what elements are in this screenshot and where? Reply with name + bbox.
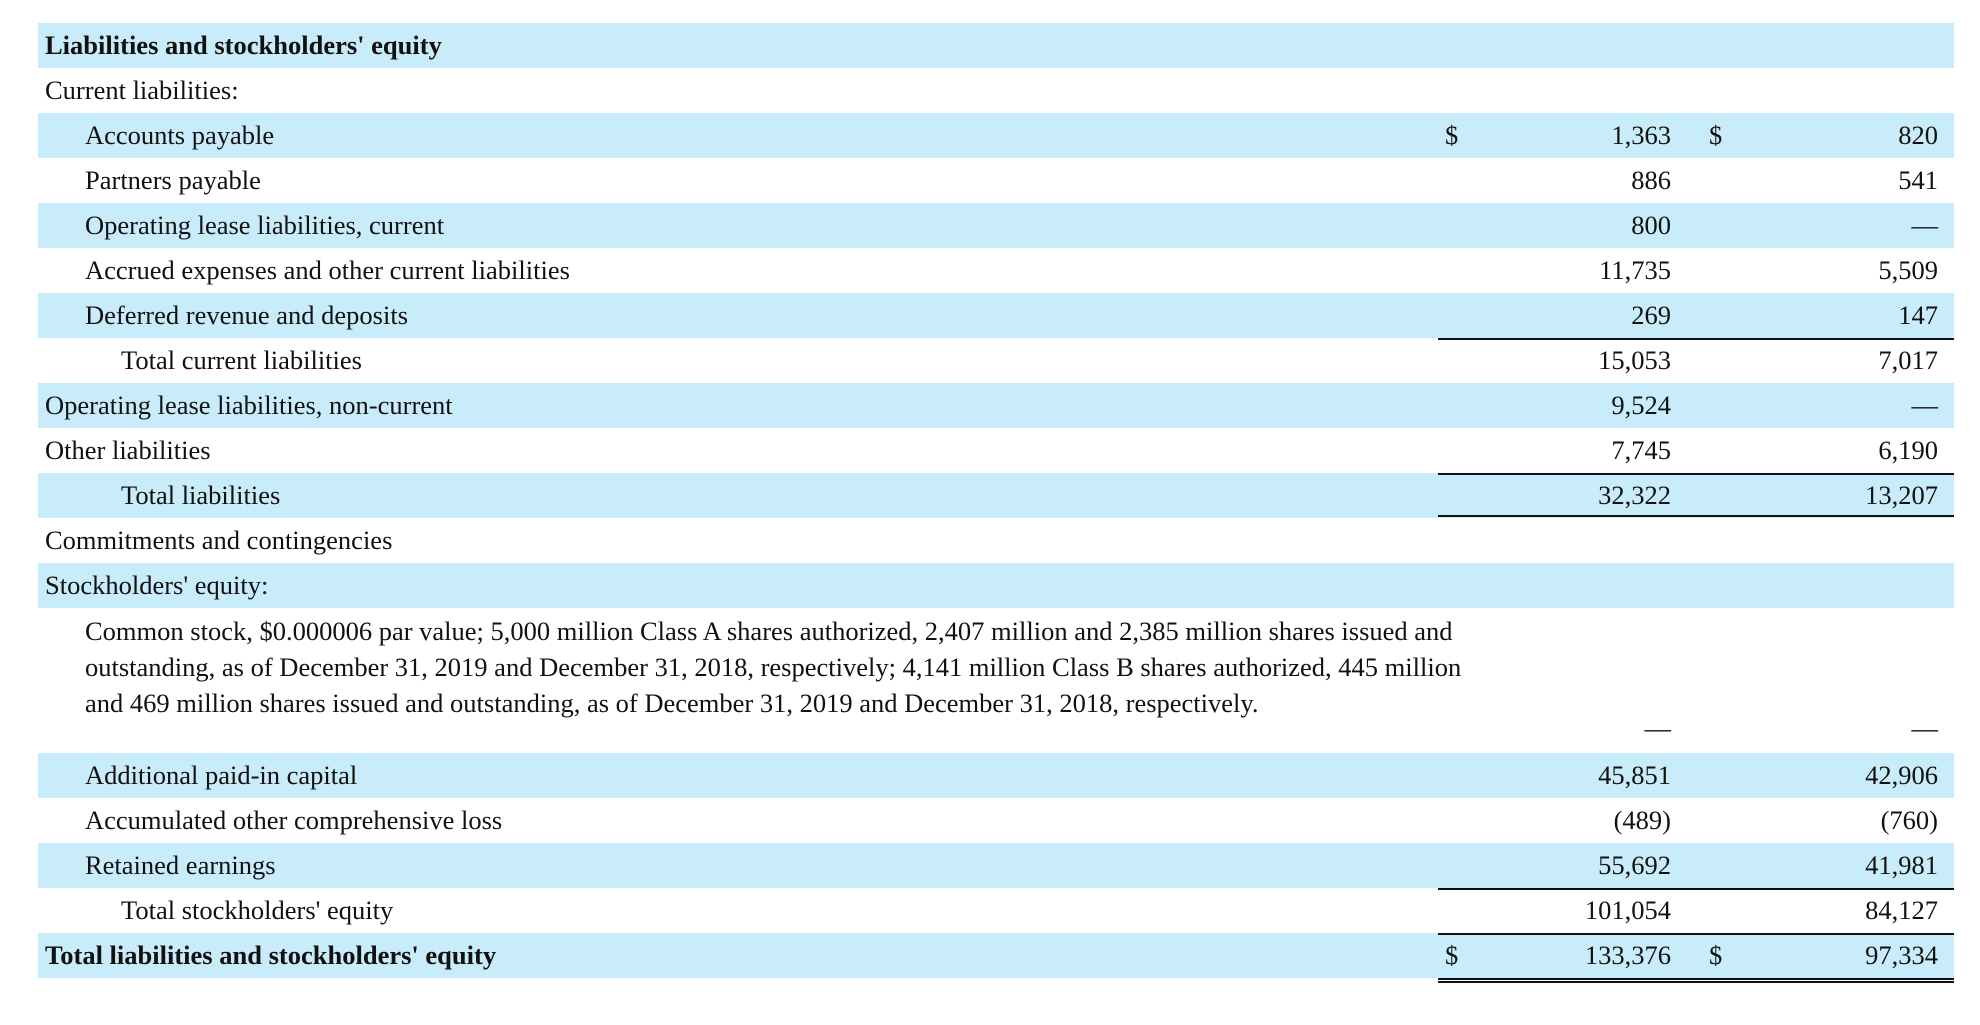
value-2018: 41,981 [1865, 850, 1938, 880]
value-2018: 5,509 [1878, 255, 1938, 285]
table-row-common-stock [38, 608, 1954, 753]
subtotal-rule [1438, 338, 1703, 340]
current-liabilities-header: Current liabilities: [45, 75, 239, 105]
value-2018: 147 [1898, 300, 1938, 330]
currency-symbol: $ [1709, 940, 1723, 970]
value-2018: 7,017 [1878, 345, 1938, 375]
subtotal-rule [1703, 473, 1954, 475]
value-2018: 6,190 [1878, 435, 1938, 465]
table-row-aoci [38, 798, 1954, 843]
double-rule [1438, 978, 1703, 983]
balance-sheet-liabilities-table [38, 23, 1954, 988]
table-row-commitments [38, 518, 1954, 563]
value-2018: 84,127 [1865, 895, 1938, 925]
section-header: Liabilities and stockholders' equity [45, 30, 442, 60]
table-row-total-liabilities-and-equity [38, 933, 1954, 978]
value-2018: 13,207 [1865, 480, 1938, 510]
subtotal-rule [1438, 933, 1703, 935]
table-row-apic [38, 753, 1954, 798]
table-row-other-liabilities [38, 428, 1954, 473]
row-label: Total liabilities [121, 480, 281, 510]
value-2018: 541 [1898, 165, 1938, 195]
table-row-operating-lease-noncurrent [38, 383, 1954, 428]
table-row-partners-payable [38, 158, 1954, 203]
stockholders-equity-header: Stockholders' equity: [45, 570, 269, 600]
value-2019: 9,524 [1611, 390, 1671, 420]
value-2018: 42,906 [1865, 760, 1938, 790]
value-2019: 269 [1631, 300, 1671, 330]
subtotal-rule [1703, 338, 1954, 340]
stockholders-equity-header-row [38, 563, 1954, 608]
row-label: Partners payable [85, 165, 261, 195]
value-2019: 1,363 [1611, 120, 1671, 150]
value-2018: — [1911, 713, 1938, 743]
value-2019: 11,735 [1599, 255, 1671, 285]
table-row-deferred-revenue [38, 293, 1954, 338]
value-2019: — [1644, 713, 1671, 743]
table-row-retained-earnings [38, 843, 1954, 888]
currency-symbol: $ [1709, 120, 1723, 150]
value-2019: 800 [1631, 210, 1671, 240]
table-row-accrued-expenses [38, 248, 1954, 293]
value-2018: 97,334 [1865, 940, 1938, 970]
grand-total-double-rule-row [38, 978, 1954, 988]
row-label: Other liabilities [45, 435, 211, 465]
currency-symbol: $ [1445, 120, 1459, 150]
row-label: Accumulated other comprehensive loss [85, 805, 503, 835]
row-label: Accounts payable [85, 120, 275, 150]
table-row-total-equity [38, 888, 1954, 933]
row-label: Total current liabilities [121, 345, 362, 375]
subtotal-rule [1703, 933, 1954, 935]
value-2019: 45,851 [1598, 760, 1671, 790]
value-2018: (760) [1880, 805, 1938, 835]
row-label: Common stock, $0.000006 par value; 5,000 million Class A shares authorized, 2,407 million and 2,385 million shares issued and outstanding, as of December 31, 2019 and December 31, 2018, respectively; 4,141 million Class B shares authorized, 445 million and 469 million shares issued and outstanding, as of December 31, 2019 and December 31, 2018, respectively. [85, 616, 1462, 718]
currency-symbol: $ [1445, 940, 1459, 970]
value-2018: — [1911, 210, 1938, 240]
current-liabilities-header-row [38, 68, 1954, 113]
subtotal-rule [1703, 888, 1954, 890]
total-rule [1703, 515, 1954, 517]
row-label: Total liabilities and stockholders' equity [45, 940, 497, 970]
value-2019: 55,692 [1598, 850, 1671, 880]
table-row-accounts-payable [38, 113, 1954, 158]
subtotal-rule [1438, 473, 1703, 475]
row-label: Total stockholders' equity [121, 895, 394, 925]
value-2019: 133,376 [1584, 940, 1671, 970]
row-label: Retained earnings [85, 850, 276, 880]
value-2019: 886 [1631, 165, 1671, 195]
row-label: Deferred revenue and deposits [85, 300, 409, 330]
table-row-total-liabilities [38, 473, 1954, 518]
value-2019: 32,322 [1598, 480, 1671, 510]
total-rule [1438, 515, 1703, 517]
table-row-operating-lease-current [38, 203, 1954, 248]
row-label: Commitments and contingencies [45, 525, 393, 555]
section-header-row [38, 23, 1954, 68]
table-row-total-current-liabilities [38, 338, 1954, 383]
value-2019: 101,054 [1584, 895, 1671, 925]
value-2019: 7,745 [1611, 435, 1671, 465]
value-2019: 15,053 [1598, 345, 1671, 375]
value-2018: — [1911, 390, 1938, 420]
double-rule [1703, 978, 1954, 983]
value-2019: (489) [1613, 805, 1671, 835]
row-label: Accrued expenses and other current liabilities [85, 255, 570, 285]
row-label: Additional paid-in capital [85, 760, 358, 790]
value-2018: 820 [1898, 120, 1938, 150]
subtotal-rule [1438, 888, 1703, 890]
row-label: Operating lease liabilities, current [85, 210, 445, 240]
row-label: Operating lease liabilities, non-current [45, 390, 453, 420]
